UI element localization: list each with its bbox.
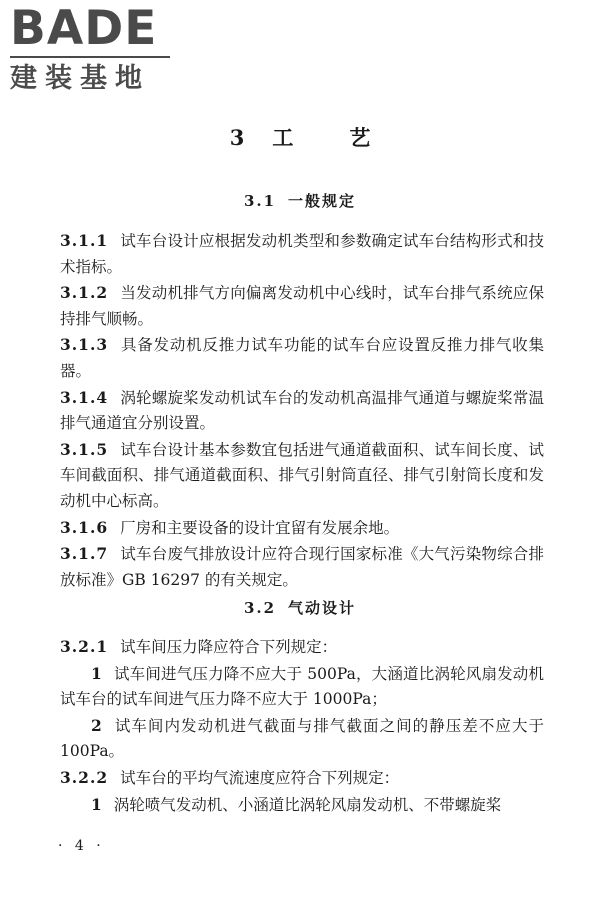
section-heading: 一般规定	[288, 192, 357, 210]
clause-3-2-2: 3.2.2 试车台的平均气流速度应符合下列规定：	[60, 767, 400, 787]
logo-divider	[10, 56, 170, 58]
chapter-title-part1: 工	[272, 125, 294, 150]
clause-3-1-7: 3.1.7 试车台废气排放设计应符合现行国家标准《大气污染物综合排放标准》GB 16297 的有关规定。	[60, 544, 544, 589]
clause-3-1-2: 3.1.2 当发动机排气方向偏离发动机中心线时，试车台排气系统应保持排气顺畅。	[60, 283, 544, 328]
chapter-title-part2: 艺	[349, 125, 371, 150]
section-body-3-1	[60, 228, 544, 593]
clause-3-1-1: 3.1.1 试车台设计应根据发动机类型和参数确定试车台结构形式和技术指标。	[60, 231, 544, 276]
clause-3-1-5: 3.1.5 试车台设计基本参数宜包括进气通道截面积、试车间长度、试车间截面积、排气通道截面积、排气引射筒直径、排气引射筒长度和发动机中心标高。	[60, 439, 544, 510]
section-number: 3.2	[243, 599, 277, 617]
chapter-number: 3	[229, 125, 245, 150]
clause-3-2-2-item-1: 1 涡轮喷气发动机、小涵道比涡轮风扇发动机、不带螺旋桨	[91, 794, 502, 814]
clause-3-1-3: 3.1.3 具备发动机反推力试车功能的试车台应设置反推力排气收集器。	[60, 335, 544, 380]
logo	[10, 1, 180, 94]
clause-3-2-1: 3.2.1 试车间压力降应符合下列规定：	[60, 637, 338, 656]
section-title-3-1	[0, 190, 600, 211]
page-number: · 4 ·	[58, 838, 105, 854]
section-title-3-2	[0, 597, 600, 618]
logo-chinese-name: 建装基地	[10, 63, 150, 94]
clause-3-1-4: 3.1.4 涡轮螺旋桨发动机试车台的发动机高温排气通道与螺旋桨常温排气通道宜分别设置。	[60, 387, 544, 433]
section-body-3-2	[60, 634, 544, 818]
clause-3-2-1-item-2: 2 试车间内发动机进气截面与排气截面之间的静压差不应大于 100Pa。	[60, 715, 544, 761]
section-heading: 气动设计	[288, 599, 357, 617]
chapter-title	[0, 122, 600, 152]
clause-3-2-1-item-1: 1 试车间进气压力降不应大于 500Pa，大涵道比涡轮风扇发动机试车台的试车间进气压力降不应大于 1000Pa；	[60, 663, 544, 709]
clause-3-1-6: 3.1.6 厂房和主要设备的设计宜留有发展余地。	[60, 517, 400, 537]
logo-wordmark: BADE	[10, 1, 158, 56]
section-number: 3.1	[243, 192, 277, 210]
